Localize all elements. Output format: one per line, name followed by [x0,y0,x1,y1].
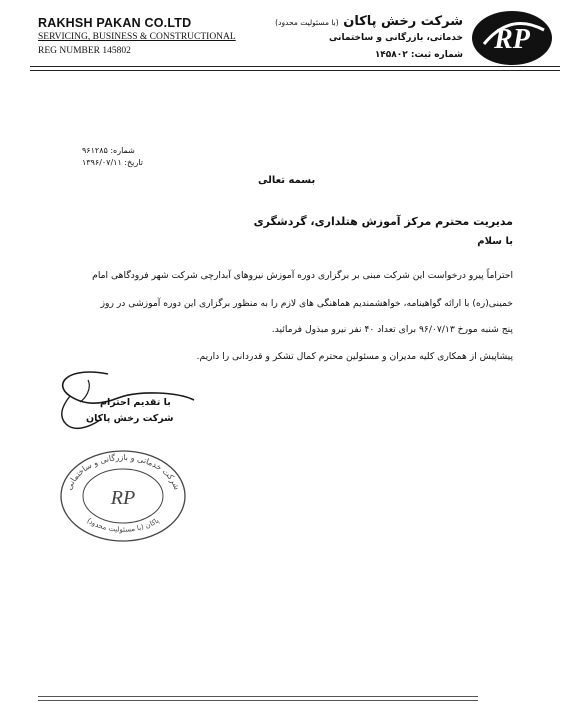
letter-signatory: شرکت رخش پاکان [86,413,174,424]
logo-monogram: RP [494,24,530,55]
footer-rule [38,696,478,697]
letter-closing: با تقدیم احترام [100,397,171,408]
header-rule-bottom [30,70,560,71]
letter-recipient: مدیریت محترم مرکز آموزش هتلداری، گردشگری [253,215,513,228]
company-name-persian [275,14,463,29]
stamp-monogram: RP [110,487,136,509]
company-name-english: RAKHSH PAKAN CO.LTD [38,16,192,30]
letter-body-line: پیشاپیش از همکاری کلیه مدیران و مسئولین محترم کمال تشکر و قدردانی را داریم. [196,351,513,362]
letter-number: شماره: ۹۶۱۲۸۵ [82,146,135,155]
registration-number-english: REG NUMBER 145802 [38,46,131,56]
svg-text:پاکان (با مسئولیت محدود) [85,517,160,534]
company-type-persian: (با مسئولیت محدود) [275,18,339,27]
company-name-persian-text: شرکت رخش پاکان [343,14,463,29]
svg-text:شرکت خدماتی و بازرگانی و ساختم [64,452,181,491]
stamp-ring-text: شرکت خدماتی و بازرگانی و ساختمانی [64,452,182,492]
header-rule-top [30,66,560,67]
footer-rule [38,700,478,701]
letter-date: تاریخ: ۱۳۹۶/۰۷/۱۱ [82,158,143,167]
company-services-english: SERVICING, BUSINESS & CONSTRUCTIONAL [38,32,236,42]
company-stamp [58,446,188,546]
letter-greeting: با سلام [477,236,513,247]
stamp-bottom-text: پاکان (با مسئولیت محدود) [85,516,161,534]
company-services-persian: خدماتی، بازرگانی و ساختمانی [328,33,463,43]
letter-body-line: احتراماً پیرو درخواست این شرکت مبنی بر برگزاری دوره آموزش نیروهای آبدارچی شرکت شهر فرودگاهی امام [92,270,513,281]
letter-body-line: خمینی(ره) با ارائه گواهینامه، خواهشمندیم هماهنگی های لازم را به منظور برگزاری این دوره آموزشی در روز [100,298,513,309]
registration-number-persian: شماره ثبت: ۱۴۵۸۰۲ [374,50,463,60]
letter-body-line: پنج شنبه مورخ ۹۶/۰۷/۱۳ برای تعداد ۴۰ نفر نیرو مبذول فرمائید. [271,324,513,335]
letter-salutation: بسمه تعالی [258,175,316,186]
company-logo [470,8,554,68]
